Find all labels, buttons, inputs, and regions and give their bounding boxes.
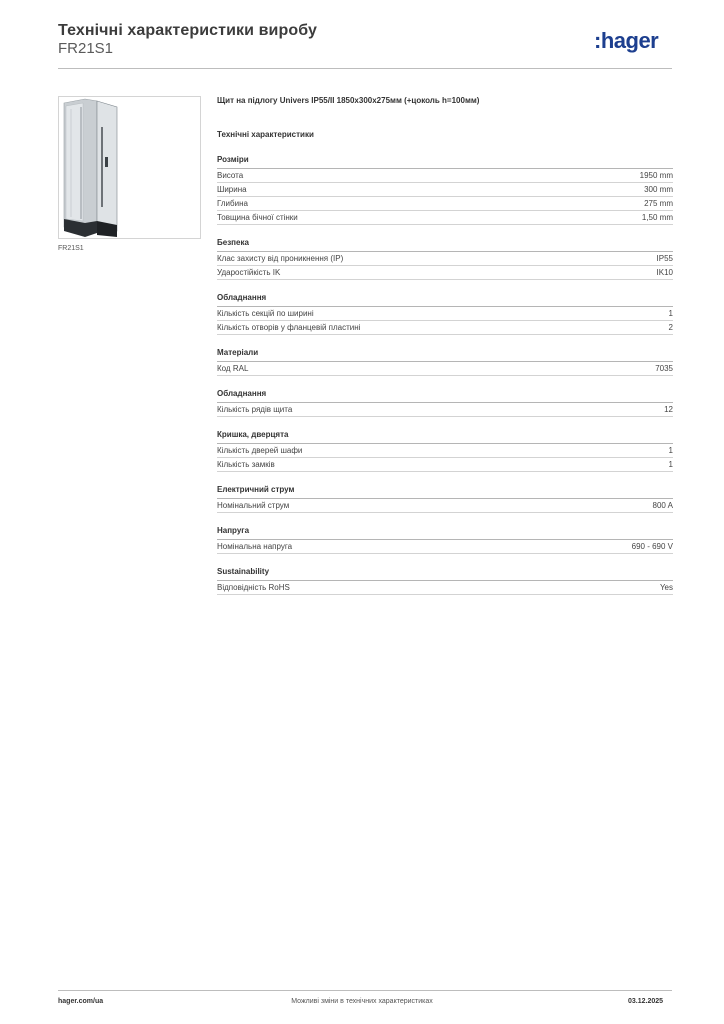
spec-section [217, 154, 673, 225]
spec-label: Висота [217, 171, 244, 180]
spec-label: Кількість рядів щита [217, 405, 293, 414]
hager-logo[interactable]: :hager [594, 28, 659, 53]
section-title: Електричний струм [217, 484, 673, 499]
tech-specs-heading: Технічні характеристики [217, 130, 314, 139]
spec-section [217, 566, 673, 595]
section-title: Обладнання [217, 388, 673, 403]
spec-label: Товщина бічної стінки [217, 213, 298, 222]
spec-row [217, 458, 673, 472]
footer-date: 03.12.2025 [628, 998, 664, 1005]
spec-value: 1 [668, 309, 673, 318]
spec-value: 7035 [655, 364, 673, 373]
product-code: FR21S1 [58, 40, 114, 57]
spec-section [217, 429, 673, 472]
spec-label: Код RAL [217, 364, 249, 373]
spec-row [217, 266, 673, 280]
section-title: Безпека [217, 237, 673, 252]
header-divider [58, 68, 672, 69]
page-title: Технічні характеристики виробу [58, 22, 317, 39]
section-title: Розміри [217, 154, 673, 169]
spec-label: Номінальна напруга [217, 542, 293, 551]
spec-value: 1,50 mm [641, 213, 673, 222]
spec-value: 690 - 690 V [631, 542, 673, 551]
spec-label: Ширина [217, 185, 247, 194]
spec-row [217, 321, 673, 335]
spec-row [217, 499, 673, 513]
spec-value: IK10 [656, 268, 673, 277]
spec-section [217, 525, 673, 554]
spec-value: IP55 [656, 254, 673, 263]
cabinet-illustration-icon [59, 97, 200, 238]
spec-section [217, 347, 673, 376]
spec-row [217, 183, 673, 197]
spec-row [217, 540, 673, 554]
spec-row [217, 362, 673, 376]
spec-label: Кількість отворів у фланцевій пластині [217, 323, 361, 332]
footer-notice: Можливі зміни в технічних характеристиках [291, 998, 433, 1005]
spec-value: 800 A [652, 501, 673, 510]
spec-value: 300 mm [644, 185, 673, 194]
spec-label: Номінальний струм [217, 501, 290, 510]
spec-value: 275 mm [644, 199, 673, 208]
section-title: Кришка, дверцята [217, 429, 673, 444]
spec-value: 1 [668, 460, 673, 469]
spec-value: 1950 mm [639, 171, 673, 180]
spec-row [217, 169, 673, 183]
spec-section [217, 388, 673, 417]
spec-value: 2 [668, 323, 673, 332]
product-image [58, 96, 201, 239]
section-title: Матеріали [217, 347, 673, 362]
section-title: Обладнання [217, 292, 673, 307]
spec-value: Yes [659, 583, 673, 592]
spec-row [217, 197, 673, 211]
spec-section [217, 237, 673, 280]
spec-value: 1 [668, 446, 673, 455]
footer-website[interactable]: hager.com/ua [58, 998, 104, 1005]
spec-row [217, 581, 673, 595]
footer-divider [58, 990, 672, 991]
spec-label: Кількість дверей шафи [217, 446, 303, 455]
spec-row [217, 252, 673, 266]
spec-label: Клас захисту від проникнення (IP) [217, 254, 344, 263]
spec-label: Глибина [217, 199, 248, 208]
spec-label: Кількість замків [217, 460, 275, 469]
spec-row [217, 403, 673, 417]
spec-section [217, 292, 673, 335]
spec-label: Відповідність RoHS [217, 583, 290, 592]
spec-sections [217, 154, 673, 595]
spec-row [217, 307, 673, 321]
spec-label: Кількість секцій по ширині [217, 309, 314, 318]
spec-label: Ударостійкість IK [217, 268, 281, 277]
product-name: Щит на підлогу Univers IP55/II 1850x300x275мм (+цоколь h=100мм) [217, 96, 480, 105]
spec-content [217, 96, 673, 607]
spec-row [217, 211, 673, 225]
image-caption: FR21S1 [58, 245, 84, 252]
spec-section [217, 484, 673, 513]
spec-row [217, 444, 673, 458]
spec-value: 12 [664, 405, 673, 414]
section-title: Sustainability [217, 566, 673, 581]
section-title: Напруга [217, 525, 673, 540]
